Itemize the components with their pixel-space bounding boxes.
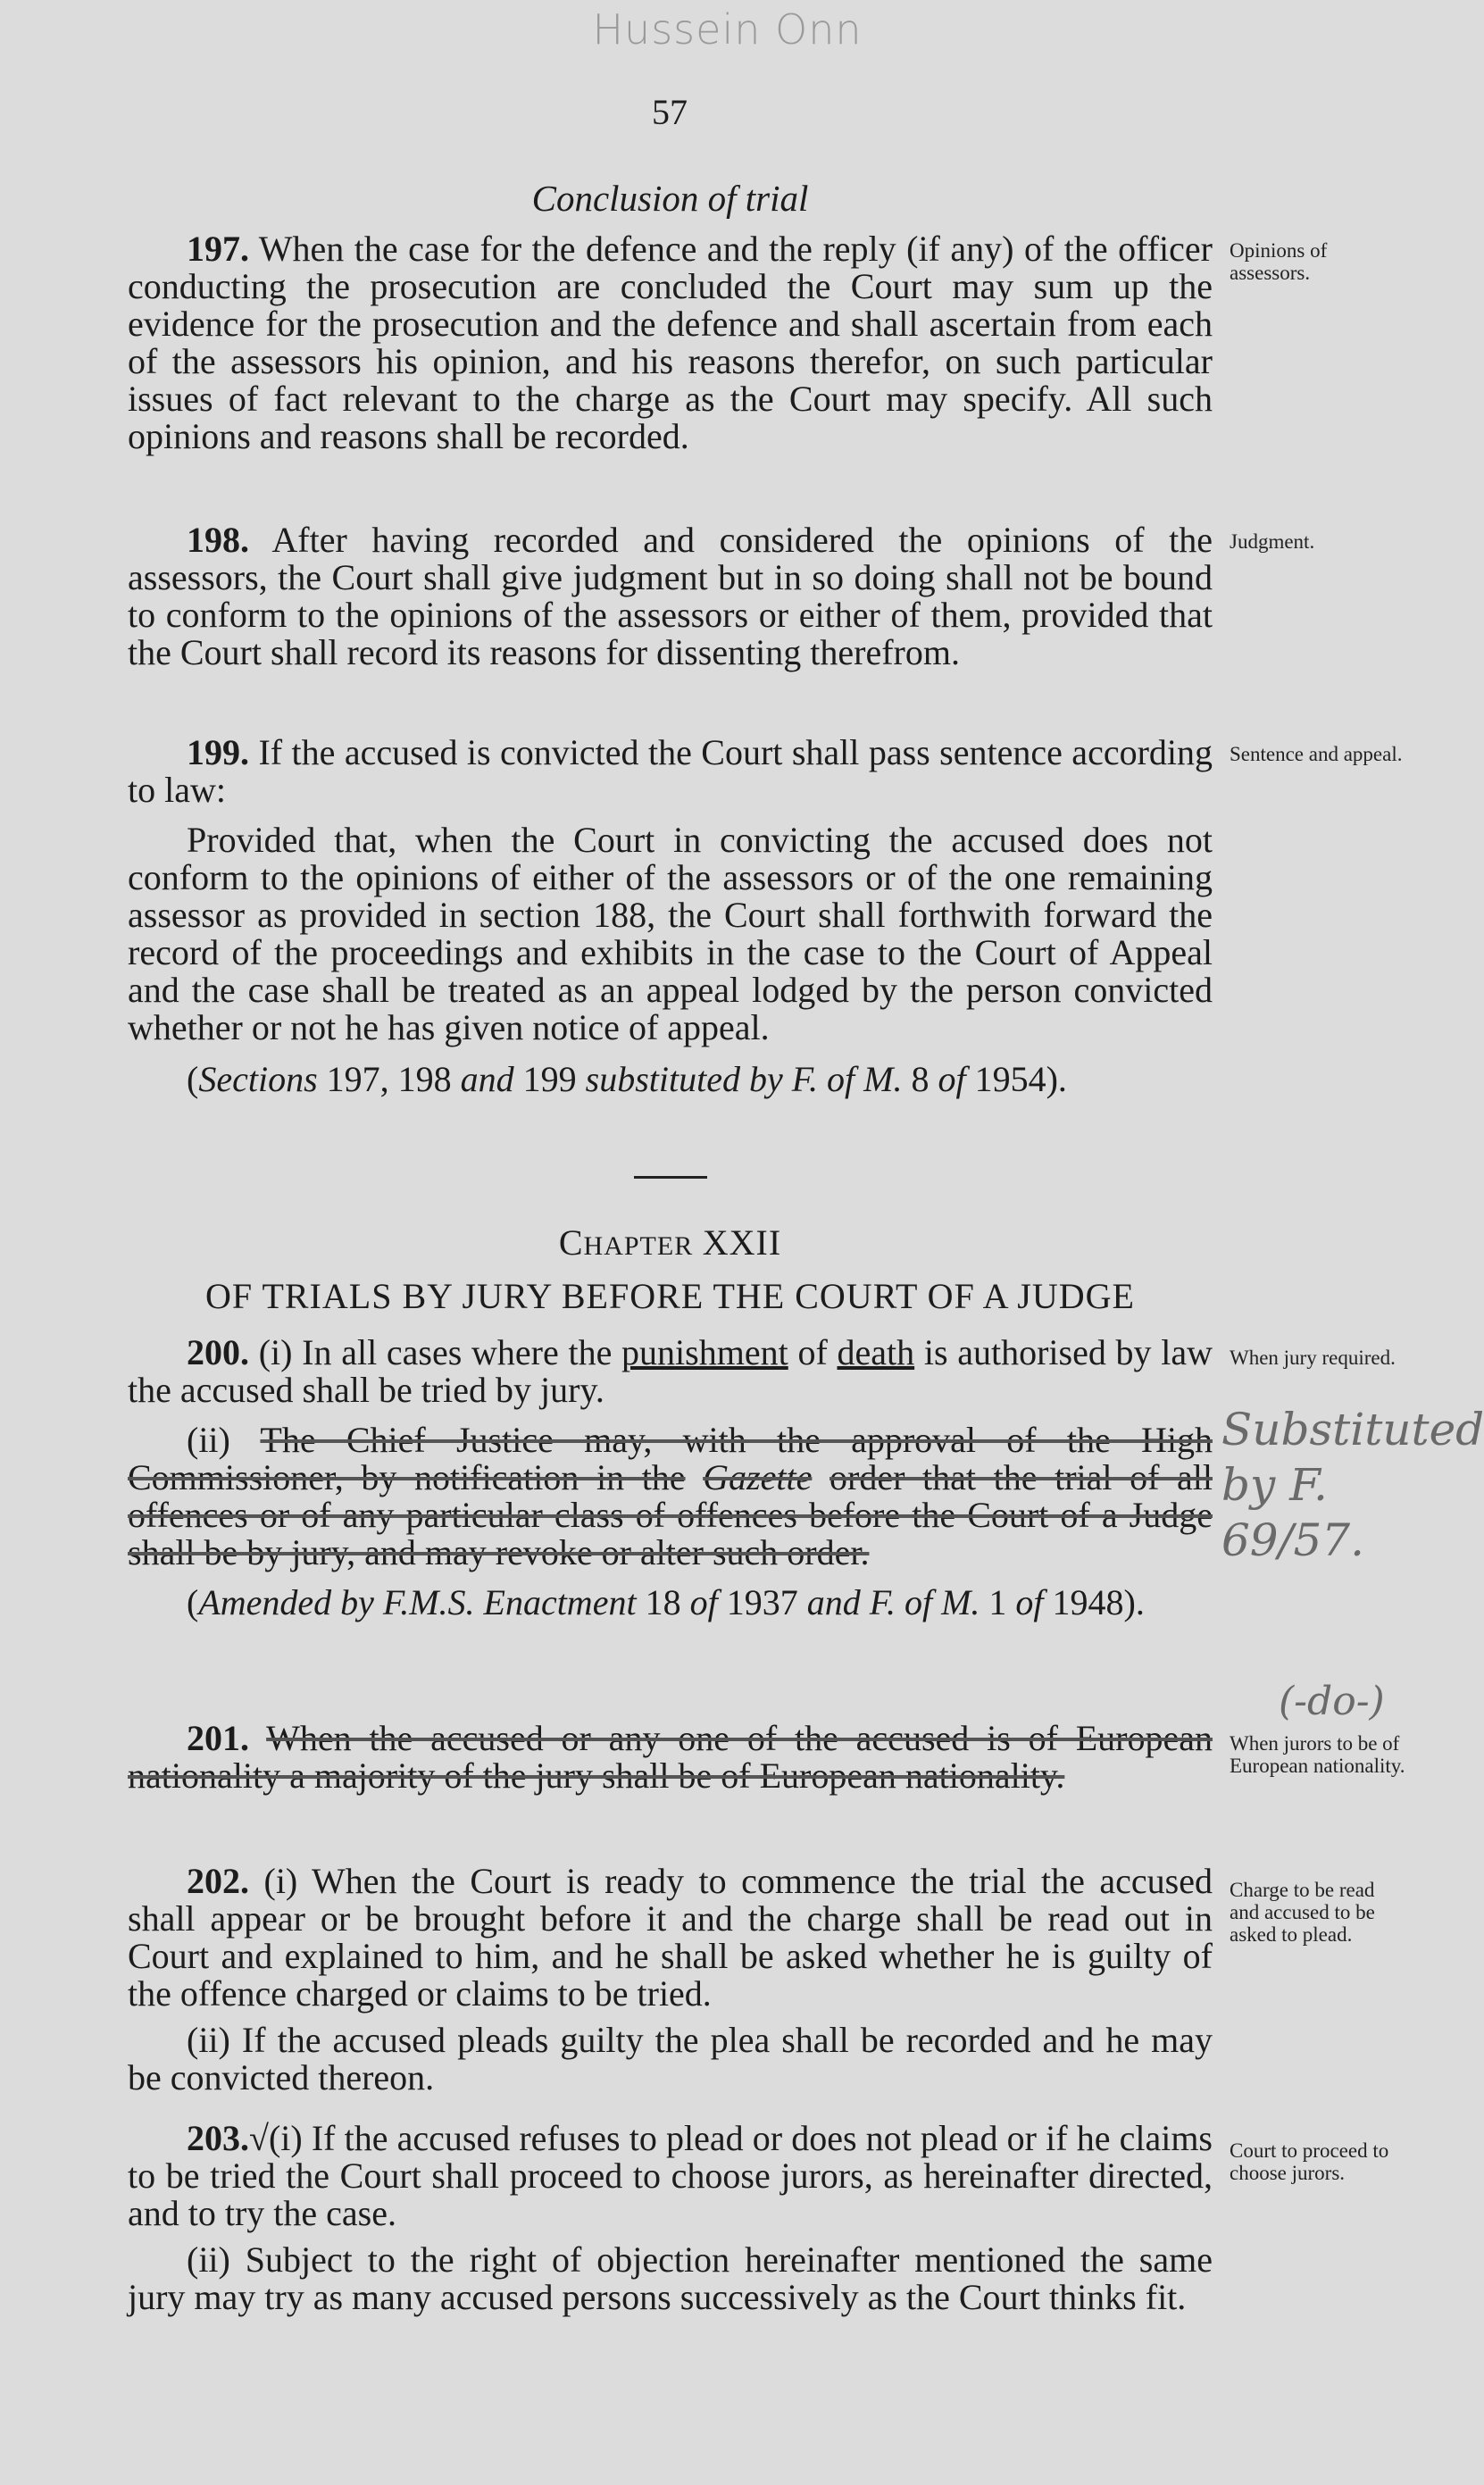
section-text: If the accused is convicted the Court shall pass sentence according to law: xyxy=(128,732,1213,810)
section-197 xyxy=(128,230,1213,455)
margin-note-197: Opinions of assessors. xyxy=(1230,239,1328,284)
handwritten-annotation: Substituted by F. 69/57. xyxy=(1221,1404,1484,1566)
section-199 xyxy=(128,734,1213,1098)
page-number: 57 xyxy=(652,92,688,132)
section-number: 200. xyxy=(187,1332,249,1372)
section-text: When the case for the defence and the reply (if any) of the officer conducting the prosecution are concluded the Court may sum up the evidence for the prosecution and the defence and shall ascertain from each of the assessors his opinion, and his reasons therefor, on such particular issues of fact relevant to the charge as the Court may specify. All such opinions and reasons shall be recorded. xyxy=(128,229,1213,456)
amendment-note: (Amended by F.M.S. Enactment 18 of 1937 and F. of M. 1 of 1948). xyxy=(187,1582,1145,1622)
section-number: 202. xyxy=(187,1861,249,1901)
margin-note-199: Sentence and appeal. xyxy=(1230,743,1403,765)
margin-note-200: When jury required. xyxy=(1230,1347,1396,1369)
section-number: 201. xyxy=(187,1718,249,1758)
margin-note-203: Court to proceed to choose jurors. xyxy=(1230,2139,1389,2184)
section-200: 200. (i) In all cases where the punishment of death is authorised by law the accused shall be tried by jury. (ii) The Chief Justice may, with the approval of the High Commissioner, by notification in the Gazette order that the trial of all offences or of any particular class of offences before the Court of a Judge shall be by jury, and may revoke or alter such order. (Amended by F.M.S. Enactment 18 of 1937 and F. of M. 1 of 1948). xyxy=(128,1332,1213,1622)
section-text: After having recorded and considered the opinions of the assessors, the Court shall give judgment but in so doing shall not be bound to conform to the opinions of the assessors or either of them, provided that the Court shall record its reasons for dissenting therefrom. xyxy=(128,520,1213,672)
tick-mark-icon: √ xyxy=(249,2118,269,2158)
margin-note-202: Charge to be read and accused to be asked to plead. xyxy=(1230,1879,1375,1946)
section-number: 199. xyxy=(187,732,249,772)
margin-note-201: When jurors to be of European nationality. xyxy=(1230,1732,1405,1777)
amendment-note: (Sections 197, 198 and 199 substituted by F. of M. 8 of 1954). xyxy=(187,1059,1067,1099)
section-198 xyxy=(128,521,1213,671)
section-203: 203.√(i) If the accused refuses to plead or does not plead or if he claims to be tried the Court shall proceed to choose jurors, as hereinafter directed, and to try the case. (ii) Subject to the right of objection hereinafter mentioned the same jury may try as many accused persons successively as the Court thinks fit. xyxy=(128,2118,1213,2317)
subsection-ii: (ii) Subject to the right of objection hereinafter mentioned the same jury may try as many accused persons successively as the Court thinks fit. xyxy=(128,2239,1213,2317)
owner-stamp: Hussein Onn xyxy=(592,5,863,54)
section-201: 201. When the accused or any one of the accused is of European nationality a majority of the jury shall be of European nationality. xyxy=(128,1718,1213,1796)
section-number: 203. xyxy=(187,2118,249,2158)
section-heading: Conclusion of trial xyxy=(531,178,809,219)
chapter-title: OF TRIALS BY JURY BEFORE THE COURT OF A JUDGE xyxy=(205,1276,1135,1316)
chapter-label: CHAPTER XXII xyxy=(558,1222,782,1263)
margin-note-198: Judgment. xyxy=(1230,530,1315,553)
subsection-ii: (ii) The Chief Justice may, with the approval of the High Commissioner, by notification in the Gazette order that the trial of all offences or of any particular class of offences before the Court of a Judge shall be by jury, and may revoke or alter such order. xyxy=(128,1420,1213,1572)
subsection-ii: (ii) If the accused pleads guilty the plea shall be recorded and he may be convicted thereon. xyxy=(128,2020,1213,2097)
section-202: 202. (i) When the Court is ready to commence the trial the accused shall appear or be brought before it and the charge shall be read out in Court and explained to him, and he shall be asked whether he is guilty of the offence charged or claims to be tried. (ii) If the accused pleads guilty the plea shall be recorded and he may be convicted thereon. xyxy=(128,1861,1213,2097)
handwritten-ditto: (-do-) xyxy=(1279,1679,1385,1724)
section-number: 198. xyxy=(187,520,249,560)
section-number: 197. xyxy=(187,229,249,269)
divider-rule xyxy=(634,1176,707,1179)
proviso-text: Provided that, when the Court in convicting the accused does not conform to the opinions of either of the assessors or of the one remaining assessor as provided in section 188, the Court shall forthwith forward the record of the proceedings and exhibits in the case to the Court of Appeal and the case shall be treated as an appeal lodged by the person convicted whether or not he has given notice of appeal. xyxy=(128,820,1213,1047)
